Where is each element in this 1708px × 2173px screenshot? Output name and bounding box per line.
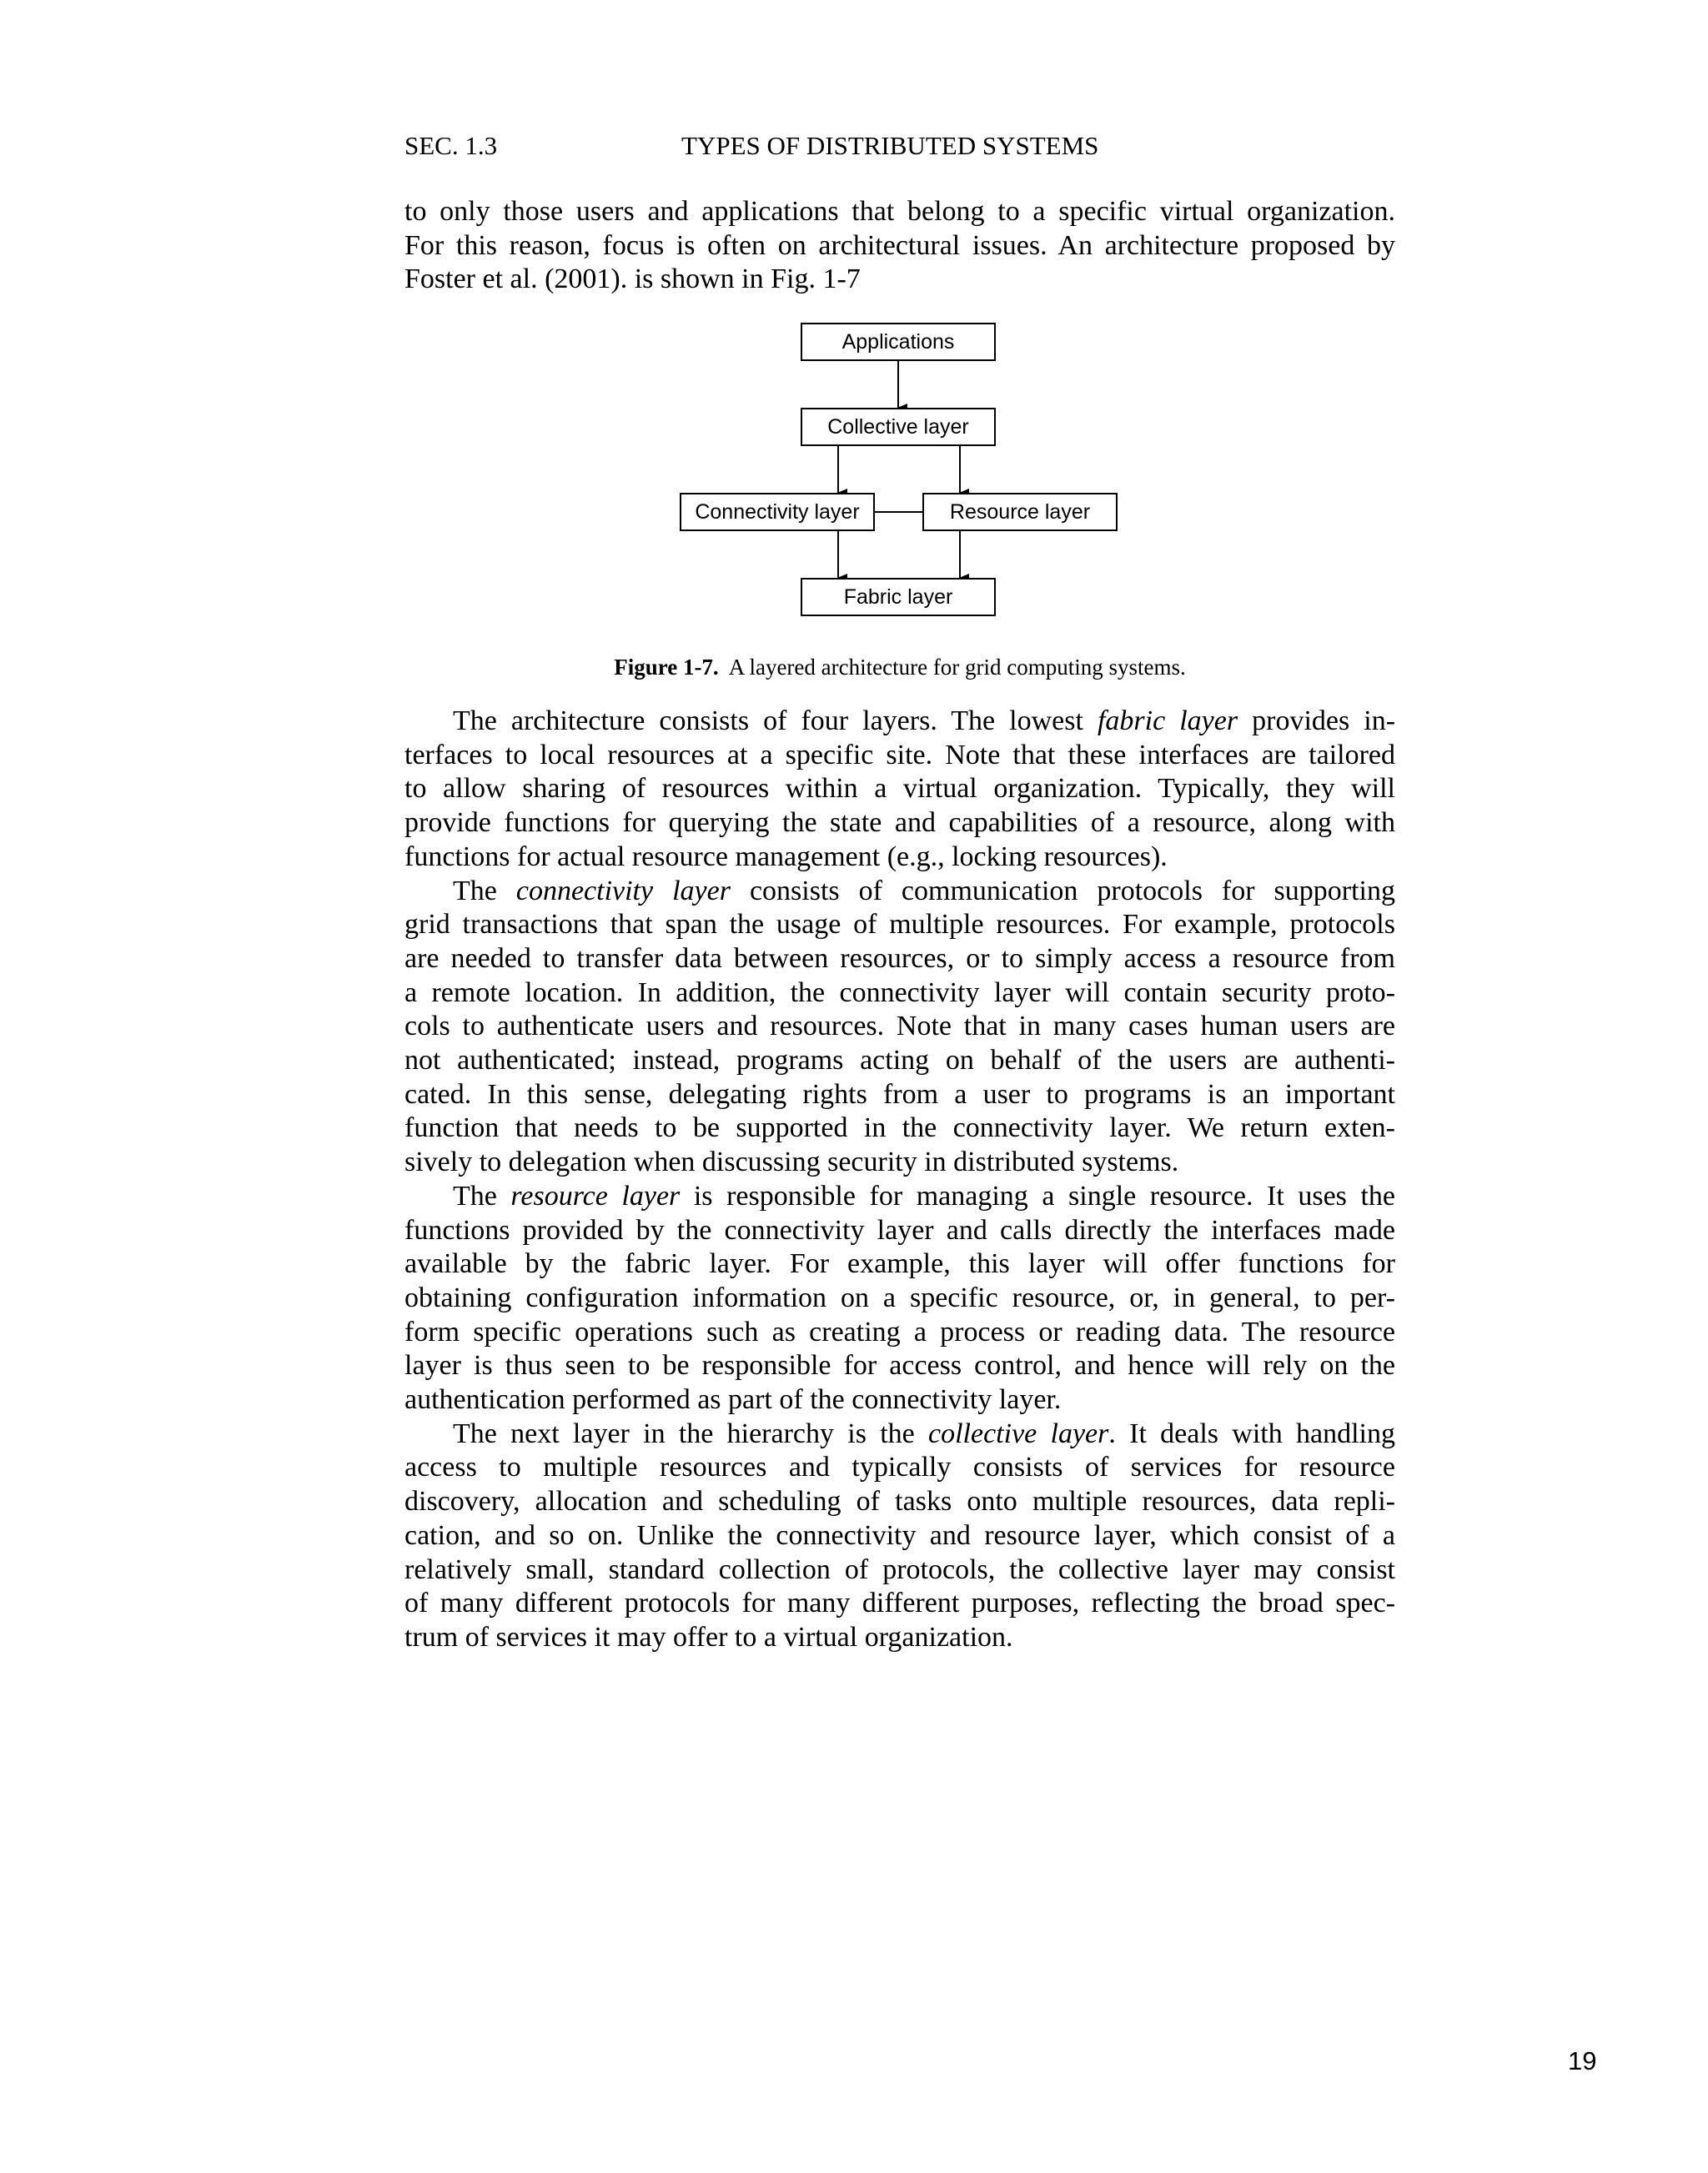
text-line: layer is thus seen to be responsible for access control, and hence will rely on the: [404, 1350, 1395, 1382]
text-line: to only those users and applications that belong to a specific virtual organization.: [404, 196, 1395, 227]
text-run: The: [453, 875, 516, 906]
text-line: to allow sharing of resources within a virtual organization. Typically, they will: [404, 773, 1395, 805]
text-run: . It deals with handling: [1108, 1418, 1395, 1449]
figure-caption-text: A layered architecture for grid computing systems.: [728, 655, 1186, 680]
paragraph-collective-layer: [404, 1418, 1395, 1655]
figure-caption: [404, 652, 1395, 682]
collective-layer-label: Collective layer: [827, 415, 969, 439]
figure-caption-label: Figure 1-7.: [614, 655, 719, 680]
text-run: The: [453, 1180, 511, 1212]
text-line: access to multiple resources and typically consists of services for resource: [404, 1452, 1395, 1483]
paragraph-resource-layer: [404, 1180, 1395, 1418]
text-run: is responsible for managing a single resource. It uses the: [680, 1180, 1395, 1212]
text-line: authentication performed as part of the connectivity layer.: [404, 1384, 1062, 1416]
text-line: sively to delegation when discussing security in distributed systems.: [404, 1147, 1179, 1178]
text-line: cation, and so on. Unlike the connectivity and resource layer, which consist of a: [404, 1519, 1395, 1551]
text-line: [404, 1418, 1395, 1452]
text-line: Foster et al. (2001). is shown in Fig. 1-7: [404, 263, 861, 295]
body-paragraphs: [404, 705, 1395, 1655]
text-line: [404, 705, 1395, 739]
paragraph-connectivity-layer: [404, 875, 1395, 1180]
text-line: grid transactions that span the usage of multiple resources. For example, protocols: [404, 909, 1395, 941]
page-number: 19: [1568, 2046, 1597, 2075]
connectivity-layer-label: Connectivity layer: [695, 500, 860, 524]
text-line: functions for actual resource management (e.g., locking resources).: [404, 841, 1168, 872]
term-collective-layer: collective layer: [928, 1418, 1109, 1449]
text-line: a remote location. In addition, the connectivity layer will contain security proto-: [404, 976, 1395, 1008]
chapter-title: TYPES OF DISTRIBUTED SYSTEMS: [681, 131, 1099, 160]
term-fabric-layer: fabric layer: [1097, 705, 1238, 736]
text-run: The next layer in the hierarchy is the: [453, 1418, 929, 1449]
text-line: cols to authenticate users and resources. Note that in many cases human users are: [404, 1011, 1395, 1042]
text-line: [404, 1180, 1395, 1214]
text-line: cated. In this sense, delegating rights from a user to programs is an important: [404, 1078, 1395, 1110]
text-line: function that needs to be supported in the connectivity layer. We return exten-: [404, 1112, 1395, 1144]
text-line: For this reason, focus is often on architectural issues. An architecture proposed by: [404, 229, 1395, 261]
running-header: [404, 127, 1397, 165]
text-line: not authenticated; instead, programs acting on behalf of the users are authenti-: [404, 1045, 1395, 1076]
text-line: available by the fabric layer. For example, this layer will offer functions for: [404, 1248, 1395, 1280]
text-line: relatively small, standard collection of protocols, the collective layer may consist: [404, 1553, 1395, 1585]
paragraph-fabric-layer: [404, 705, 1395, 875]
layered-architecture-diagram: [667, 317, 1134, 634]
intro-paragraph: [404, 195, 1395, 297]
text-line: provide functions for querying the state and capabilities of a resource, along with: [404, 807, 1395, 839]
text-line: are needed to transfer data between resources, or to simply access a resource from: [404, 942, 1395, 974]
text-line: trum of services it may offer to a virtual organization.: [404, 1621, 1013, 1653]
text-line: discovery, allocation and scheduling of tasks onto multiple resources, data repli-: [404, 1486, 1395, 1518]
term-connectivity-layer: connectivity layer: [515, 875, 731, 906]
term-resource-layer: resource layer: [510, 1180, 681, 1212]
resource-layer-label: Resource layer: [949, 500, 1091, 524]
text-run: consists of communication protocols for supporting: [730, 875, 1396, 906]
fabric-layer-label: Fabric layer: [843, 585, 953, 609]
text-line: [404, 875, 1395, 909]
text-line: functions provided by the connectivity layer and calls directly the interfaces made: [404, 1214, 1395, 1246]
text-run: provides in-: [1238, 705, 1396, 736]
applications-label: Applications: [841, 330, 955, 354]
section-number: SEC. 1.3: [404, 131, 498, 160]
text-line: form specific operations such as creating a process or reading data. The resource: [404, 1316, 1395, 1347]
text-line: obtaining configuration information on a specific resource, or, in general, to per-: [404, 1282, 1395, 1313]
text-line: terfaces to local resources at a specific site. Note that these interfaces are tailored: [404, 739, 1395, 770]
text-line: of many different protocols for many different purposes, reflecting the broad spec-: [404, 1588, 1395, 1619]
text-run: The architecture consists of four layers. The lowest: [453, 705, 1098, 736]
